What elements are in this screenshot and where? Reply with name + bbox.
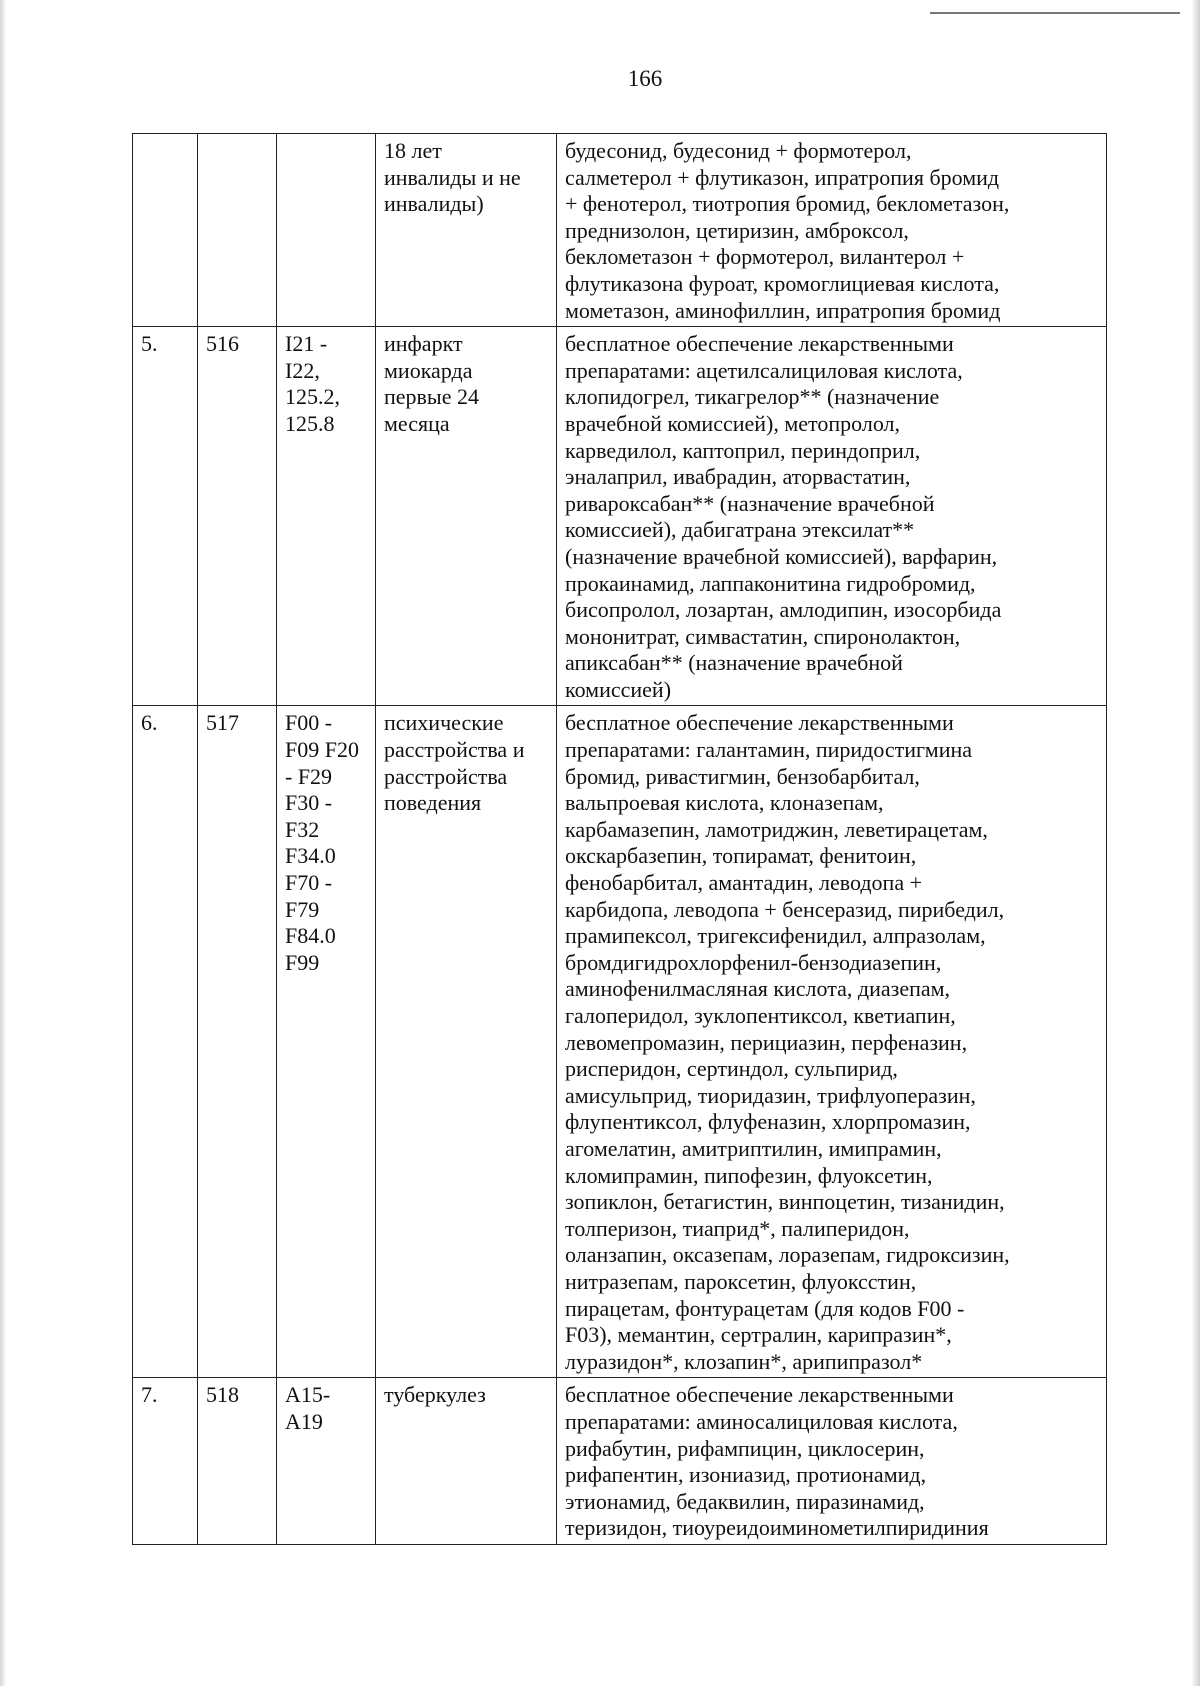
drug-table [132,133,1107,1545]
cell-drug-list [557,134,1107,327]
cell-code [198,134,277,327]
cell-category [376,1378,557,1545]
text-line: комиссией) [565,676,672,702]
text-line: F70 - [285,870,333,896]
text-line: 125.2, [285,384,340,410]
text-line: A15- [285,1382,331,1408]
text-line: эналаприл, ивабрадин, аторвастатин, [565,464,911,490]
text-line: рифабутин, рифампицин, циклосерин, [565,1435,925,1461]
text-line: инфаркт [384,331,463,357]
cell-code-text: 518 [206,1382,239,1408]
cell-drug-list [557,1378,1107,1545]
text-line: бисопролол, лозартан, амлодипин, изосорбида [565,597,1002,623]
text-line: бесплатное обеспечение лекарственными [565,1382,954,1408]
text-line: I21 - [285,331,328,357]
table-row [133,706,1107,1378]
text-line: первые 24 [384,384,479,410]
text-line: психические [384,710,504,736]
text-line: (назначение врачебной комиссией), варфарин, [565,543,998,569]
cell-category [376,134,557,327]
text-line: месяца [384,410,450,436]
text-line: преднизолон, цетиризин, амброксол, [565,217,909,243]
text-line: препаратами: ацетилсалициловая кислота, [565,357,963,383]
text-line: A19 [285,1408,323,1434]
text-line: - F29 [285,763,333,789]
text-line: 18 лет [384,138,442,163]
text-line: фенобарбитал, амантадин, леводопа + [565,870,922,896]
cell-number [133,327,198,706]
scan-edge-left [0,0,6,1686]
text-line: левомепромазин, перициазин, перфеназин, [565,1029,968,1055]
text-line: ривароксабан** (назначение врачебной [565,490,935,516]
text-line: инвалиды) [384,191,484,217]
text-line: F79 [285,896,320,922]
text-line: врачебной комиссией), метопролол, [565,410,901,436]
text-line: бесплатное обеспечение лекарственными [565,710,954,736]
text-line: комиссией), дабигатрана этексилат** [565,517,915,543]
cell-code [198,327,277,706]
cell-number [133,1378,198,1545]
text-line: салметерол + флутиказон, ипратропия бромид [565,164,1000,190]
text-line: беклометазон + формотерол, вилантерол + [565,244,965,270]
text-line: бесплатное обеспечение лекарственными [565,331,954,357]
cell-number-text: 5. [141,331,158,357]
cell-code [198,706,277,1378]
text-line: нитразепам, пароксетин, флуоксстин, [565,1268,917,1294]
text-line: флупентиксол, флуфеназин, хлорпромазин, [565,1109,971,1135]
table-row [133,1378,1107,1545]
text-line: прамипексол, тригексифенидил, алпразолам, [565,923,986,949]
cell-number [133,706,198,1378]
text-line: будесонид, будесонид + формотерол, [565,138,912,163]
cell-category [376,327,557,706]
text-line: F09 F20 [285,737,359,763]
text-line: F00 - [285,710,333,736]
table-row [133,134,1107,327]
text-line: F03), мемантин, сертралин, карипразин*, [565,1322,952,1348]
text-line: окскарбазепин, топирамат, фенитоин, [565,843,917,869]
text-line: рисперидон, сертиндол, сульпирид, [565,1056,898,1082]
cell-number [133,134,198,327]
text-line: F32 [285,816,320,842]
cell-icd-codes [277,134,376,327]
cell-number-text: 6. [141,710,158,736]
text-line: + фенотерол, тиотропия бромид, беклометазон, [565,191,1010,217]
text-line: F34.0 [285,843,336,869]
text-line: зопиклон, бетагистин, винпоцетин, тизанидин, [565,1189,1005,1215]
text-line: мононитрат, симвастатин, спиронолактон, [565,623,961,649]
text-line: I22, [285,357,320,383]
cell-icd-codes [277,706,376,1378]
text-line: поведения [384,790,482,816]
text-line: мометазон, аминофиллин, ипратропия бромид [565,297,1001,323]
cell-code [198,1378,277,1545]
cell-icd-codes [277,327,376,706]
text-line: этионамид, бедаквилин, пиразинамид, [565,1488,925,1514]
text-line: клопидогрел, тикагрелор** (назначение [565,384,940,410]
text-line: кломипрамин, пипофезин, флуоксетин, [565,1162,933,1188]
page-number: 166 [627,66,663,91]
text-line: расстройства [384,763,508,789]
text-line: F99 [285,949,320,975]
cell-code-text: 516 [206,331,239,357]
text-line: бромид, ривастигмин, бензобарбитал, [565,763,920,789]
drug-table-body [133,134,1107,1545]
text-line: апиксабан** (назначение врачебной [565,650,903,676]
text-line: луразидон*, клозапин*, арипипразол* [565,1348,923,1374]
text-line: прокаинамид, лаппаконитина гидробромид, [565,570,976,596]
top-rule [930,12,1180,14]
cell-number-text: 7. [141,1382,158,1408]
text-line: карбидопа, леводопа + бенсеразид, пирибедил, [565,896,1005,922]
text-line: аминофенилмасляная кислота, диазепам, [565,976,951,1002]
text-line: F30 - [285,790,333,816]
text-line: F84.0 [285,923,336,949]
text-line: карведилол, каптоприл, периндоприл, [565,437,921,463]
text-line: оланзапин, оксазепам, лоразепам, гидроксизин, [565,1242,1010,1268]
cell-category [376,706,557,1378]
scan-edge-right [1192,0,1200,1686]
text-line: препаратами: аминосалициловая кислота, [565,1408,958,1434]
table-row [133,327,1107,706]
cell-drug-list [557,706,1107,1378]
text-line: миокарда [384,357,473,383]
cell-code-text: 517 [206,710,239,736]
cell-icd-codes [277,1378,376,1545]
text-line: пирацетам, фонтурацетам (для кодов F00 - [565,1295,965,1321]
text-line: амисульприд, тиоридазин, трифлуоперазин, [565,1082,976,1108]
text-line: инвалиды и не [384,164,521,190]
text-line: туберкулез [384,1382,486,1408]
text-line: расстройства и [384,737,525,763]
text-line: препаратами: галантамин, пиридостигмина [565,737,973,763]
text-line: вальпроевая кислота, клоназепам, [565,790,884,816]
text-line: галоперидол, зуклопентиксол, кветиапин, [565,1003,956,1028]
text-line: агомелатин, амитриптилин, имипрамин, [565,1135,942,1161]
text-line: толперизон, тиаприд*, палиперидон, [565,1215,910,1241]
text-line: рифапентин, изониазид, протионамид, [565,1462,927,1488]
text-line: флутиказона фуроат, кромоглициевая кислота, [565,270,1000,296]
cell-drug-list [557,327,1107,706]
text-line: бромдигидрохлорфенил-бензодиазепин, [565,949,942,975]
text-line: теризидон, тиоуреидоиминометилпиридиния [565,1515,989,1541]
text-line: 125.8 [285,410,335,436]
text-line: карбамазепин, ламотриджин, леветирацетам, [565,816,988,842]
